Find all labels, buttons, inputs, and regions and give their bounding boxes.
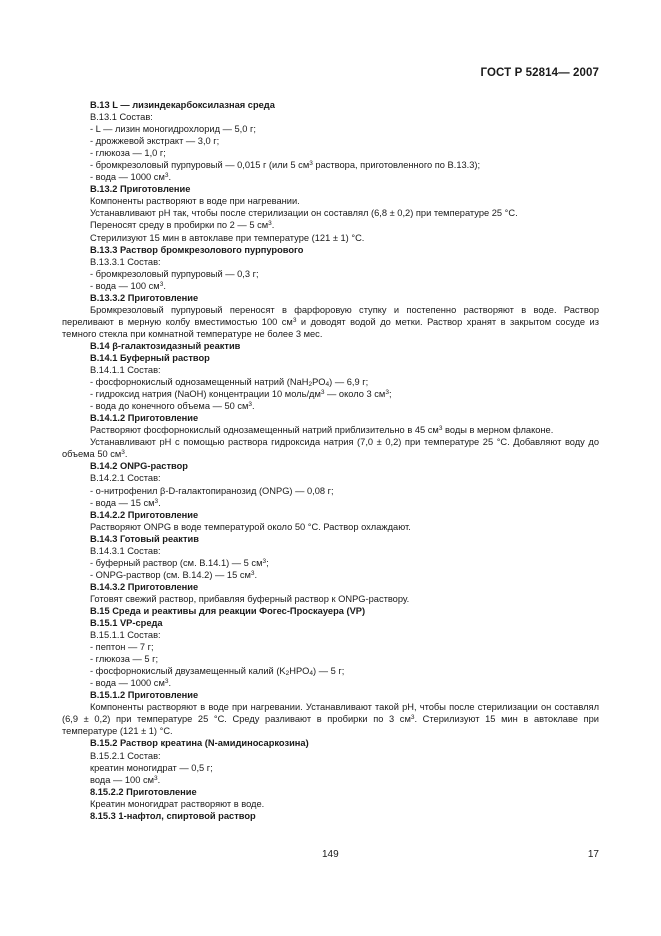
subscript: 4 bbox=[309, 670, 314, 678]
section-heading: B.13.3.2 Приготовление bbox=[90, 292, 199, 303]
superscript: 3 bbox=[262, 557, 267, 565]
page-number-center: 149 bbox=[322, 849, 339, 860]
section-heading: B.15 Среда и реактивы для реакции Фогес-Проскауера (VP) bbox=[90, 605, 366, 616]
superscript: 3 bbox=[410, 714, 415, 722]
section-heading: B.15.1.2 Приготовление bbox=[90, 690, 199, 701]
section-heading: B.13 L — лизиндекарбоксилазная среда bbox=[90, 100, 275, 110]
paragraph: Компоненты растворяют в воде при нагревании. Устанавливают такой pH, чтобы после стерилизации он составлял (6,9 ± 0,2) при температуре 25 °C. Среду разливают в пробирки по 3 $см^3$. Стерилизуют 15 мин в автоклаве при температуре (121 ± 1) °C. bbox=[62, 702, 599, 737]
text-line: - бромкрезоловый пурпуровый — 0,015 г (или 5 $см^3$ раствора, приготовленного по B.13.3); bbox=[90, 160, 481, 171]
text-line: Устанавливают pH так, чтобы после стерилизации он составлял (6,8 ± 0,2) при температуре 25 °C. bbox=[90, 208, 518, 219]
section-heading: B.14.2.2 Приготовление bbox=[90, 509, 199, 520]
section-heading: B.14.3 Готовый реактив bbox=[90, 533, 199, 544]
text-line: - вода — 15 $см^3$. bbox=[90, 497, 161, 508]
text-line: B.14.1.1 Состав: bbox=[90, 365, 161, 376]
superscript: 3 bbox=[164, 678, 169, 686]
text-line: - глюкоза — 5 г; bbox=[90, 654, 159, 665]
superscript: 3 bbox=[159, 280, 164, 288]
subscript: 2 bbox=[308, 381, 313, 389]
text-line: - глюкоза — 1,0 г; bbox=[90, 148, 166, 159]
text-line: креатин моногидрат — 0,5 г; bbox=[90, 762, 213, 773]
section-heading: B.14.1.2 Приготовление bbox=[90, 413, 199, 424]
superscript: 3 bbox=[309, 160, 313, 168]
subscript: 4 bbox=[325, 381, 330, 389]
superscript: 3 bbox=[154, 774, 158, 782]
text-line: B.15.1.1 Состав: bbox=[90, 630, 161, 641]
superscript: 3 bbox=[320, 389, 325, 397]
paragraph: Устанавливают pH с помощью раствора гидроксида натрия (7,0 ± 0,2) при температуре 25 °C. Добавляют воду до объема 50 $см^3$. bbox=[62, 437, 599, 460]
text-line: - вода — 1000 $см^3$. bbox=[90, 678, 172, 689]
standard-header: ГОСТ Р 52814— 2007 bbox=[480, 67, 599, 79]
text-line: - вода — 1000 $см^3$. bbox=[90, 172, 172, 183]
superscript: 3 bbox=[385, 389, 389, 397]
superscript: 3 bbox=[164, 172, 169, 180]
text-line: Стерилизуют 15 мин в автоклаве при температуре (121 ± 1) °C. bbox=[90, 232, 365, 243]
text-line: Растворяют ONPG в воде температурой около 50 °C. Раствор охлаждают. bbox=[90, 521, 411, 532]
section-heading: B.14.1 Буферный раствор bbox=[90, 352, 210, 363]
superscript: 3 bbox=[438, 425, 443, 433]
section-heading: B.14.3.2 Приготовление bbox=[90, 581, 199, 592]
text-line: - о-нитрофенил β-D-галактопиранозид (ONPG) — 0,08 г; bbox=[90, 485, 334, 496]
text-line: - ONPG-раствор (см. B.14.2) — 15 $см^3$. bbox=[90, 569, 258, 580]
superscript: 3 bbox=[292, 316, 297, 324]
subscript: 2 bbox=[285, 670, 290, 678]
section-heading: B.15.2 Раствор креатина (N-амидиносаркозина) bbox=[90, 738, 309, 749]
section-heading: 8.15.3 1-нафтол, спиртовой раствор bbox=[90, 810, 256, 821]
superscript: 3 bbox=[268, 220, 272, 228]
superscript: 3 bbox=[250, 569, 255, 577]
text-line: B.15.2.1 Состав: bbox=[90, 750, 161, 761]
text-line: B.13.3.1 Состав: bbox=[90, 256, 161, 267]
text-line: - фосфорнокислый двузамещенный калий $(K_2HPO_4)$ — 5 г; bbox=[90, 666, 345, 678]
paragraph: Бромкрезоловый пурпуровый переносят в фарфоровую ступку и постепенно растворяют в воде. Раствор переливают в мерную колбу вместимостью 100 $см^3$ и доводят водой до метки. Раствор хранят в закрытом сосуде из темного стекла при комнатной температуре не более 3 мес. bbox=[62, 304, 599, 339]
text-line: Переносят среду в пробирки по 2 — 5 $см^3$. bbox=[90, 220, 275, 231]
superscript: 3 bbox=[154, 497, 159, 505]
text-line: - дрожжевой экстракт — 3,0 г; bbox=[90, 136, 220, 147]
section-heading: 8.15.2.2 Приготовление bbox=[90, 786, 197, 797]
section-heading: B.13.2 Приготовление bbox=[90, 184, 191, 195]
text-line: - L — лизин моногидрохлорид — 5,0 г; bbox=[90, 124, 256, 135]
document-body bbox=[62, 99, 599, 822]
text-line: - фосфорнокислый однозамещенный натрий $(NaH_2PO_4)$ — 6,9 г; bbox=[90, 377, 369, 389]
section-heading: B.14 β-галактозидазный реактив bbox=[90, 340, 241, 351]
superscript: 3 bbox=[248, 401, 253, 409]
text-line: - вода до конечного объема — 50 $см^3$. bbox=[90, 401, 255, 412]
section-heading: B.14.2 ONPG-раствор bbox=[90, 461, 188, 472]
text-line: - вода — 100 $см^3$. bbox=[90, 280, 166, 291]
text-line: - бромкрезоловый пурпуровый — 0,3 г; bbox=[90, 268, 259, 279]
text-line: B.14.2.1 Состав: bbox=[90, 473, 161, 484]
text-line: вода — 100 $см^3$. bbox=[90, 774, 161, 785]
section-heading: B.13.3 Раствор бромкрезолового пурпурового bbox=[90, 244, 304, 255]
text-line: Готовят свежий раствор, прибавляя буферный раствор к ONPG-раствору. bbox=[90, 593, 410, 604]
section-heading: B.15.1 VP-среда bbox=[90, 618, 163, 629]
superscript: 3 bbox=[121, 449, 125, 457]
text-line: Креатин моногидрат растворяют в воде. bbox=[90, 798, 265, 809]
text-line: - гидроксид натрия (NaOH) концентрации 10 моль/$дм^3$ — около 3 $см^3$; bbox=[90, 389, 392, 400]
text-line: Компоненты растворяют в воде при нагревании. bbox=[90, 196, 300, 207]
text-line: B.14.3.1 Состав: bbox=[90, 545, 161, 556]
text-line: Растворяют фосфорнокислый однозамещенный натрий приблизительно в 45 $см^3$ воды в мерном флаконе. bbox=[90, 425, 554, 436]
text-line: - буферный раствор (см. B.14.1) — 5 $см^3$; bbox=[90, 557, 269, 568]
text-line: B.13.1 Состав: bbox=[90, 112, 153, 123]
text-line: - пептон — 7 г; bbox=[90, 642, 154, 653]
page-number-right: 17 bbox=[587, 849, 599, 860]
